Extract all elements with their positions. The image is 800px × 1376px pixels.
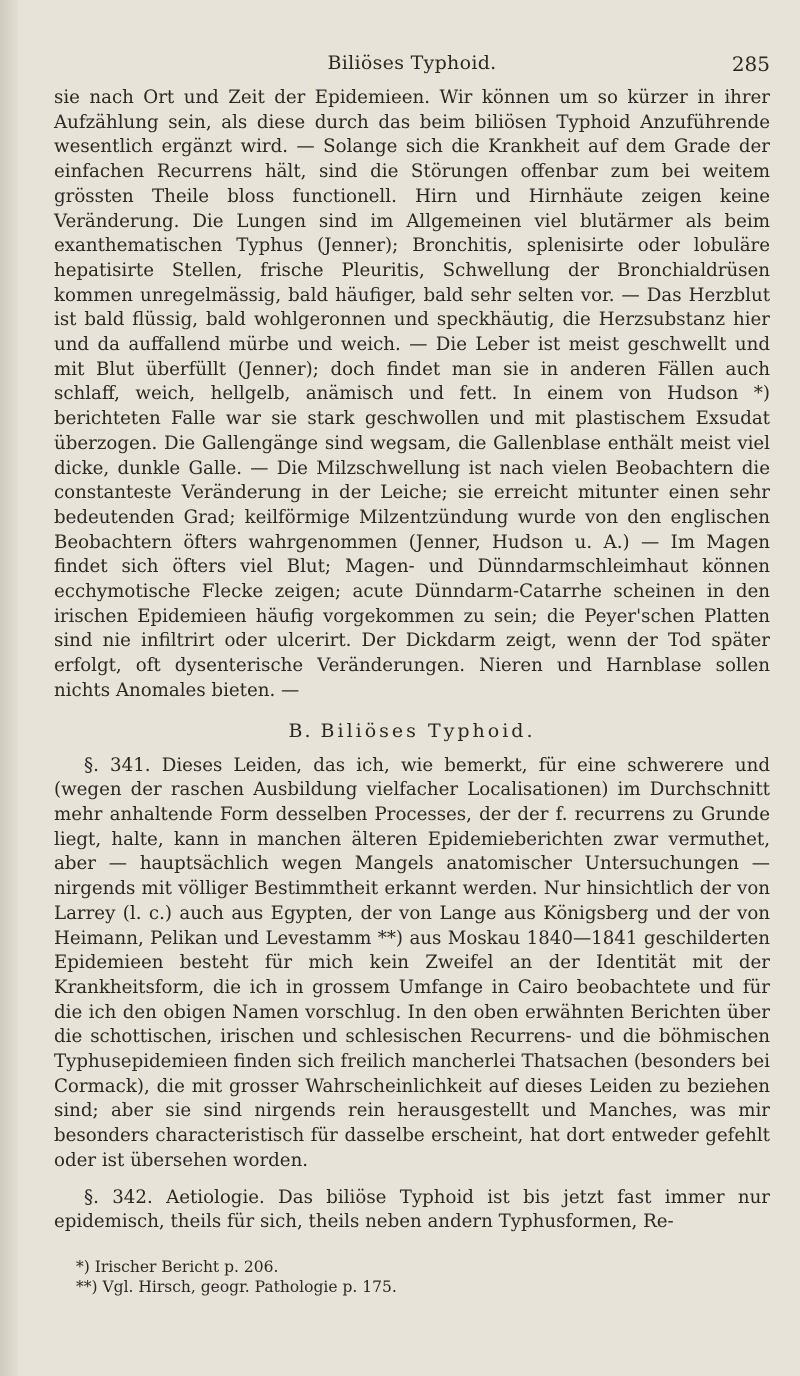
footnote-2: **) Vgl. Hirsch, geogr. Pathologie p. 175. xyxy=(76,1277,397,1296)
section-letter: B. xyxy=(288,719,313,742)
page-number: 285 xyxy=(731,52,770,76)
running-header xyxy=(54,52,770,86)
paragraph-epidemic-findings: sie nach Ort und Zeit der Epidemieen. Wir können um so kürzer in ihrer Aufzählung sein, als diese durch das beim biliösen Typhoid Anzuführende wesentlich ergänzt wird. — Solange sich die Krankheit auf dem Grade der einfachen Recurrens hält, sind die Störungen offenbar zum bei weitem grössten Theile bloss functionell. Hirn und Hirnhäute zeigen keine Veränderung. Die Lungen sind im Allgemeinen viel blutärmer als beim exanthematischen Typhus (Jenner); Bronchitis, splenisirte oder lobuläre hepatisirte Stellen, frische Pleuritis, Schwellung der Bronchialdrüsen kommen unregelmässig, bald häufiger, bald sehr selten vor. — Das Herzblut ist bald flüssig, bald wohlgeronnen und speckhäutig, die Herzsubstanz hier und da auffallend mürbe und weich. — Die Leber ist meist geschwellt und mit Blut überfüllt (Jenner); doch findet man sie in anderen Fällen auch schlaff, weich, hellgelb, anämisch und fett. In einem von Hudson *) berichteten Falle war sie stark geschwollen und mit plastischem Exsudat überzogen. Die Gallengänge sind wegsam, die Gallenblase enthält meist viel dicke, dunkle Galle. — Die Milzschwellung ist nach vielen Beobachtern die constanteste Veränderung in der Leiche; sie erreicht mitunter einen sehr bedeutenden Grad; keilförmige Milzentzündung wurde von den englischen Beobachtern öfters wahrgenommen (Jenner, Hudson u. A.) — Im Magen findet sich öfters viel Blut; Magen- und Dünndarmschleimhaut können ecchymotische Flecke zeigen; acute Dünndarm-Catarrhe scheinen in den irischen Epidemieen häufig vorgekommen zu sein; die Peyer'schen Platten sind nie infiltrirt oder ulcerirt. Der Dickdarm zeigt, wenn der Tod später erfolgt, oft dysenterische Veränderungen. Nieren und Harnblase sollen nichts Anomales bieten. — xyxy=(54,87,770,701)
paragraph-341: §. 341. Dieses Leiden, das ich, wie bemerkt, für eine schwerere und (wegen der raschen Ausbildung vielfacher Localisationen) im Durchschnitt mehr anhaltende Form desselben Processes, der der f. recurrens zu Grunde liegt, halte, kann in manchen älteren Epidemieberichten zwar vermuthet, aber — hauptsächlich wegen Mangels anatomischer Untersuchungen — nirgends mit völliger Bestimmtheit erkannt werden. Nur hinsichtlich der von Larrey (l. c.) auch aus Egypten, der von Lange aus Königsberg und der von Heimann, Pelikan und Levestamm **) aus Moskau 1840—1841 geschilderten Epidemieen besteht für mich kein Zweifel an der Identität mit der Krankheitsform, die ich in grossem Umfange in Cairo beobachtete und für die ich den obigen Namen vorschlug. In den oben erwähnten Berichten über die schottischen, irischen und schlesischen Recurrens- und die böhmischen Typhusepidemieen finden sich freilich mancherlei Thatsachen (besonders bei Cormack), die mit grosser Wahrscheinlichkeit auf dieses Leiden zu beziehen sind; aber sie sind nirgends rein herausgestellt und Manches, was mir besonders characteristisch für dasselbe erscheint, hat dort entweder gefehlt oder ist übersehen worden. xyxy=(54,754,770,1171)
running-title: Biliöses Typhoid. xyxy=(327,52,497,74)
footnote-1: *) Irischer Bericht p. 206. xyxy=(76,1257,279,1276)
section-title: Biliöses Typhoid. xyxy=(320,719,536,742)
page-edge-shadow xyxy=(0,0,18,1376)
footnotes xyxy=(54,1257,770,1297)
paragraph-342: §. 342. Aetiologie. Das biliöse Typhoid ist bis jetzt fast immer nur epidemisch, theils für sich, theils neben andern Typhusformen, Re- xyxy=(54,1186,770,1233)
section-heading xyxy=(54,720,770,742)
book-page xyxy=(54,52,770,1297)
